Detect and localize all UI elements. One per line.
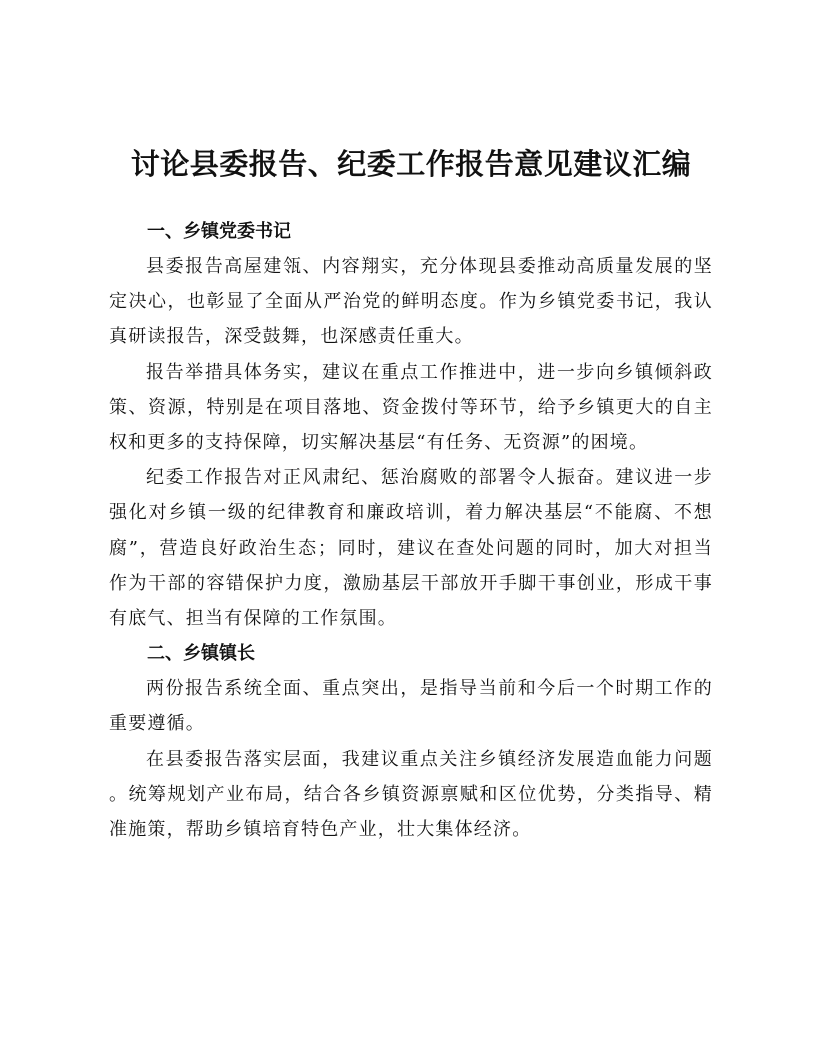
document-title: 讨论县委报告、纪委工作报告意见建议汇编 (130, 147, 692, 181)
section-heading: 一、乡镇党委书记 (147, 221, 291, 242)
paragraph: 在县委报告落实层面，我建议重点关注乡镇经济发展造血能力问题。统筹规划产业布局，结合各乡镇资源禀赋和区位优势，分类指导、精准施策，帮助乡镇培育特色产业，壮大集体经济。 (109, 748, 713, 841)
paragraph: 纪委工作报告对正风肃纪、惩治腐败的部署令人振奋。建议进一步强化对乡镇一级的纪律教育和廉政培训，着力解决基层“不能腐、不想腐”，营造良好政治生态；同时，建议在查处问题的同时，加大对担当作为干部的容错保护力度，激励基层干部放开手脚干事创业，形成干事有底气、担当有保障的工作氛围。 (109, 467, 713, 630)
paragraph: 两份报告系统全面、重点突出，是指导当前和今后一个时期工作的重要遵循。 (109, 678, 713, 735)
section-party-secretary (109, 214, 713, 636)
document-body (109, 138, 713, 847)
paragraph: 县委报告高屋建瓴、内容翔实，充分体现县委推动高质量发展的坚定决心，也彰显了全面从严治党的鲜明态度。作为乡镇党委书记，我认真研读报告，深受鼓舞，也深感责任重大。 (109, 256, 713, 348)
paragraph: 报告举措具体务实，建议在重点工作推进中，进一步向乡镇倾斜政策、资源，特别是在项目落地、资金拨付等环节，给予乡镇更大的自主权和更多的支持保障，切实解决基层“有任务、无资源”的困境。 (109, 361, 713, 454)
section-heading: 二、乡镇镇长 (147, 643, 255, 665)
section-township-head (109, 636, 713, 847)
